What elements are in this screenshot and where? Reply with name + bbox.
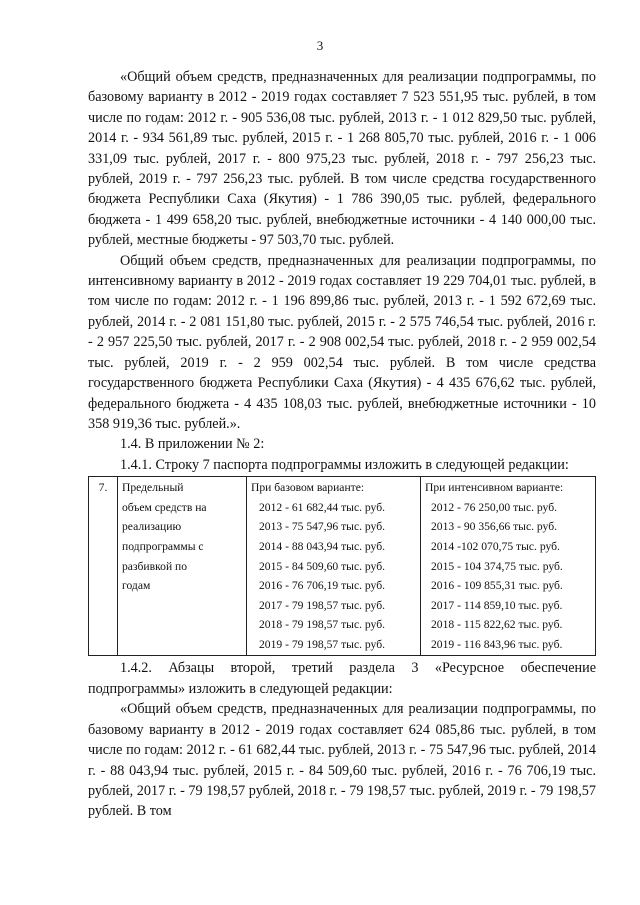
intensive-value: 2012 - 76 250,00 тыс. руб.: [431, 500, 558, 514]
intensive-value: 2013 - 90 356,66 тыс. руб.: [431, 520, 558, 534]
paragraph-base-variant-total: «Общий объем средств, предназначенных для реализации подпрограммы, по базовому варианту в 2012 - 2019 годах составляет 7 523 551,95 тыс. рублей, в том числе по годам: 2012 г. - 905 536,08 тыс. рублей, 2013 г. - 1 012 829,50 тыс. рублей, 2014 г. - 934 561,89 тыс. рублей, 2015 г. - 1 268 805,70 тыс. рублей, 2016 г. - 1 006 331,09 тыс. рублей, 2017 г. - 800 975,23 тыс. рублей, 2018 г. - 797 256,23 тыс. рублей, 2019 г. - 797 256,23 тыс. рублей. В том числе средства государственного бюджета Республики Саха (Якутия) - 1 786 390,05 тыс. рублей, федерального бюджета - 1 499 658,20 тыс. рублей, внебюджетные источники - 4 140 000,00 тыс. рублей, местные бюджеты - 97 503,70 тыс. рублей.: [88, 69, 596, 249]
label-line: подпрограммы с: [122, 539, 204, 553]
label-line: годам: [122, 579, 151, 593]
base-variant-cell: [247, 477, 421, 656]
intensive-value: 2016 - 109 855,31 тыс. руб.: [431, 579, 563, 593]
label-line: Предельный: [122, 481, 184, 495]
intensive-value: 2015 - 104 374,75 тыс. руб.: [431, 559, 563, 573]
paragraph-item-1-4-2: 1.4.2. Абзацы второй, третий раздела 3 «Ресурсное обеспечение подпрограммы» изложить в следующей редакции:: [88, 660, 596, 697]
intensive-value: 2017 - 114 859,10 тыс. руб.: [431, 598, 563, 612]
intensive-value: 2018 - 115 822,62 тыс. руб.: [431, 618, 563, 632]
base-value: 2018 - 79 198,57 тыс. руб.: [259, 618, 386, 632]
base-value: 2014 - 88 043,94 тыс. руб.: [259, 539, 386, 553]
label-line: реализацию: [122, 520, 182, 534]
intensive-value: 2019 - 116 843,96 тыс. руб.: [431, 637, 563, 651]
base-value: 2012 - 61 682,44 тыс. руб.: [259, 500, 386, 514]
row-label-cell: [118, 477, 247, 656]
base-value: 2013 - 75 547,96 тыс. руб.: [259, 520, 386, 534]
intensive-variant-header: При интенсивном варианте:: [425, 481, 564, 495]
table-row: [89, 477, 596, 656]
paragraph-item-1-4: 1.4. В приложении № 2:: [120, 436, 265, 453]
paragraph-intensive-variant-total: Общий объем средств, предназначенных для реализации подпрограммы, по интенсивному варианту в 2012 - 2019 годах составляет 19 229 704,01 тыс. рублей, в том числе по годам: 2012 г. - 1 196 899,86 тыс. рублей, 2013 г. - 1 592 672,69 тыс. рублей, 2014 г. - 2 081 151,80 тыс. рублей, 2015 г. - 2 575 746,54 тыс. рублей, 2016 г. - 2 957 225,50 тыс. рублей, 2017 г. - 2 908 002,54 тыс. рублей, 2018 г. - 2 959 002,54 тыс. рублей, 2019 г. - 2 959 002,54 тыс. рублей. В том числе средства государственного бюджета Республики Саха (Якутия) - 4 435 676,62 тыс. рублей, федерального бюджета - 4 435 108,03 тыс. рублей, внебюджетные источники - 10 358 919,36 тыс. рублей.».: [88, 252, 596, 432]
base-variant-header: При базовом варианте:: [251, 481, 365, 495]
label-line: объем средств на: [122, 500, 207, 514]
row-number-cell: 7.: [89, 477, 118, 656]
paragraph-item-1-4-1: 1.4.1. Строку 7 паспорта подпрограммы изложить в следующей редакции:: [120, 456, 569, 473]
page-number: 3: [316, 38, 324, 53]
intensive-value: 2014 -102 070,75 тыс. руб.: [431, 539, 560, 553]
base-value: 2016 - 76 706,19 тыс. руб.: [259, 579, 386, 593]
intensive-variant-cell: [421, 477, 596, 656]
paragraph-resource-base-variant: «Общий объем средств, предназначенных для реализации подпрограммы, по базовому варианту в 2012 - 2019 годах составляет 624 085,86 тыс. рублей, в том числе по годам: 2012 г. - 61 682,44 тыс. рублей, 2013 г. - 75 547,96 тыс. рублей, 2014 г. - 88 043,94 тыс. рублей, 2015 г. - 84 509,60 тыс. рублей, 2016 г. - 76 706,19 тыс. рублей, 2017 г. - 79 198,57 рублей, 2018 г. - 79 198,57 тыс. рублей, 2019 г. - 79 198,57 рублей. В том: [88, 701, 596, 820]
label-line: разбивкой по: [122, 559, 188, 573]
base-value: 2017 - 79 198,57 тыс. руб.: [259, 598, 386, 612]
base-value: 2015 - 84 509,60 тыс. руб.: [259, 559, 386, 573]
passport-row-table: [88, 476, 596, 656]
base-value: 2019 - 79 198,57 тыс. руб.: [259, 637, 386, 651]
document-body: [88, 67, 596, 822]
